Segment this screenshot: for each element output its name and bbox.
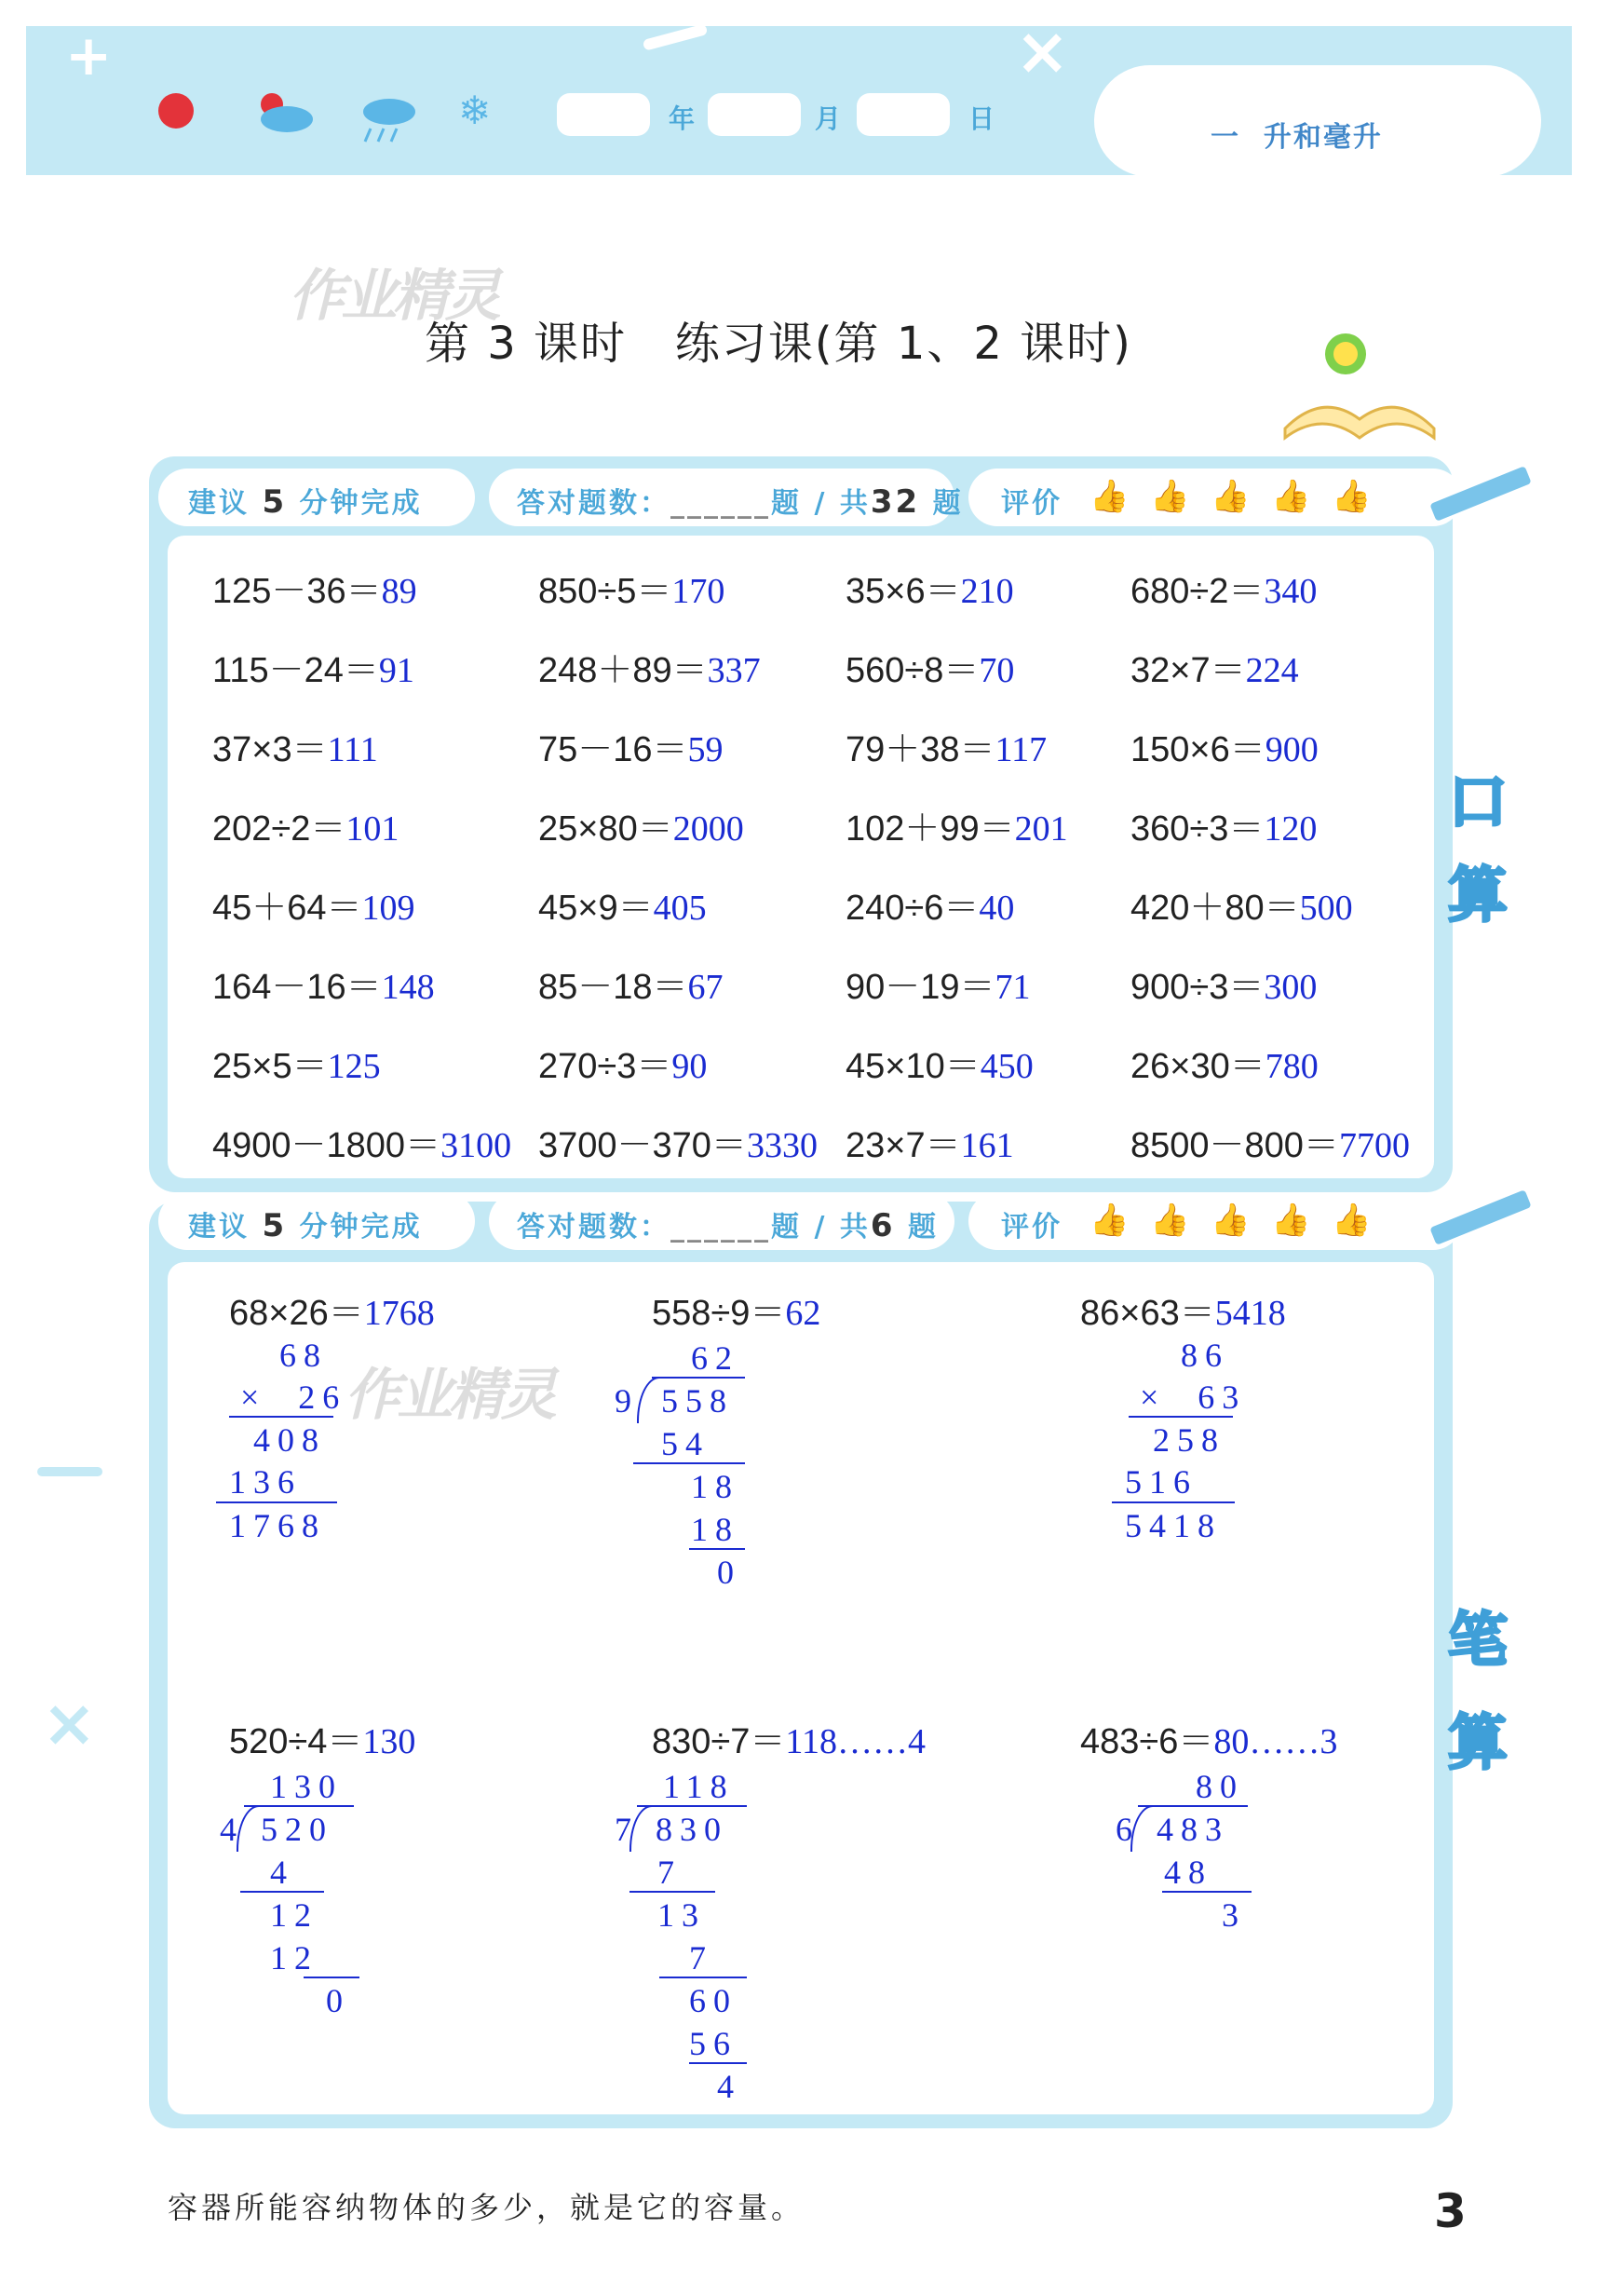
thumb-rating-2-icon[interactable]: 👍 [1150,478,1190,515]
oral-problem [538,799,744,850]
answer: 67 [687,968,724,1007]
answer: 111 [327,730,378,769]
total-count: 6 [870,1207,896,1244]
written-side-label-1: 笔 [1448,1607,1508,1676]
question: 8500－800＝ [1130,1126,1339,1165]
correct-count-field[interactable]: ______ [670,487,771,520]
divisor: 7 [615,1811,639,1848]
cloudy-icon[interactable] [251,89,317,143]
plus-decoration-icon: + [65,23,113,88]
snowy-icon[interactable]: ❄ [458,88,492,133]
work-line: 54 [661,1425,710,1462]
work-line: 258 [1153,1421,1225,1459]
answer: 71 [995,968,1031,1007]
question: 4900－1800＝ [212,1126,441,1165]
work-line: 56 [689,2025,738,2062]
oral-problem [212,720,378,771]
answer: 148 [381,968,435,1007]
oral-problem [846,562,1014,613]
work-line: 60 [689,1982,738,2019]
oral-problem [212,562,417,613]
oral-problem [538,562,724,613]
work-rule [216,1501,337,1503]
answer: 101 [345,809,399,849]
answer: 405 [653,889,707,928]
oral-problem [1130,562,1317,613]
question: 850÷5＝ [538,572,672,611]
answer: 91 [378,651,414,690]
question: 420＋80＝ [1130,889,1300,928]
question: 35×6＝ [846,572,961,611]
oral-problem [846,799,1068,850]
question: 680÷2＝ [1130,572,1265,611]
work-line: 86 [1181,1337,1229,1374]
day-field[interactable] [857,93,950,136]
question: 90－19＝ [846,968,995,1007]
question: 25×5＝ [212,1047,328,1086]
unit-title: 一 升和毫升 [1211,121,1383,154]
total-unit: 题 [907,1211,939,1243]
question: 115－24＝ [212,651,379,690]
answer: 161 [960,1126,1014,1165]
thumb-rating-5-icon[interactable]: 👍 [1332,1202,1372,1239]
times-decoration-icon: × [1015,13,1070,89]
oral-problem [846,878,1014,930]
dividend: 520 [261,1811,333,1848]
month-field[interactable] [708,93,801,136]
oral-problem [538,720,724,771]
question: 270÷3＝ [538,1047,672,1086]
suggest-label: 建议 [188,487,250,520]
work-line: 7 [657,1854,682,1891]
thumb-rating-5-icon[interactable]: 👍 [1332,478,1372,515]
answer: 70 [979,651,1015,690]
answer: 5418 [1214,1294,1286,1333]
total-unit: 题 [932,487,964,520]
answer: 900 [1265,730,1319,769]
thumb-rating-1-icon[interactable]: 👍 [1089,478,1130,515]
total-count: 32 [870,483,921,521]
question: 37×3＝ [212,730,328,769]
oral-side-label-1: 口 [1448,768,1508,837]
correct-label: 答对题数： [517,487,670,520]
work-line: 68 [279,1337,328,1374]
minutes-label: 分钟完成 [299,487,423,520]
question: 3700－370＝ [538,1126,747,1165]
question: 560÷8＝ [846,651,980,690]
day-label: 日 [968,103,995,134]
suggest-minutes: 5 [262,1207,288,1244]
question: 45＋64＝ [212,889,362,928]
oral-problem [212,641,414,692]
correct-count-field[interactable]: ______ [670,1211,771,1243]
oral-header-bar [158,469,1471,526]
footer-note: 容器所能容纳物体的多少，就是它的容量。 [168,2190,805,2225]
book-flower-icon [1276,326,1443,428]
times-decoration-icon: × [42,1685,97,1761]
work-line: 0 [717,1554,741,1591]
written-side-label-2: 算 [1448,1709,1508,1778]
work-line: × 26 [240,1379,347,1416]
answer: 450 [980,1047,1034,1086]
answer: 210 [960,572,1014,611]
answer: 2000 [672,809,744,849]
question: 79＋38＝ [846,730,995,769]
quotient: 130 [270,1768,343,1805]
work-rule [633,1462,745,1464]
oral-problem [212,799,399,850]
quotient: 118 [663,1768,735,1805]
work-rule [689,2062,747,2064]
dividend: 558 [661,1382,734,1420]
work-rule [637,1805,747,1807]
answer: 125 [327,1047,381,1086]
work-line: 18 [691,1468,739,1505]
answer: 59 [687,730,724,769]
work-rule [1129,1416,1233,1418]
oral-problem [538,958,724,1009]
written-header-bar [158,1192,1471,1250]
question: 85－18＝ [538,968,688,1007]
work-line: 48 [1164,1854,1212,1891]
total-label: 题 / 共 [771,1211,871,1243]
work-line: 516 [1125,1463,1198,1501]
minus-decoration-icon [37,1467,102,1476]
correct-label: 答对题数： [517,1211,670,1243]
thumb-rating-2-icon[interactable]: 👍 [1150,1202,1190,1239]
dividend: 483 [1157,1811,1229,1848]
answer: 1768 [363,1294,435,1333]
oral-problem [212,1116,511,1167]
thumb-rating-1-icon[interactable]: 👍 [1089,1202,1130,1239]
oral-problem [846,1037,1034,1088]
oral-side-label-2: 算 [1448,862,1508,931]
answer: 224 [1245,651,1299,690]
work-rule [304,1977,359,1978]
written-problem-5: 830÷7＝118……4 [652,1722,926,1761]
answer: 7700 [1338,1126,1410,1165]
work-line: 4 [717,2068,741,2105]
watermark: 作业精灵 [289,264,497,329]
oral-problem [538,878,707,930]
thumb-rating-3-icon[interactable]: 👍 [1211,478,1251,515]
work-line: 3 [1222,1896,1246,1934]
evaluate-label: 评价 [1001,487,1062,520]
oral-problem [212,1037,381,1088]
answer: 3330 [746,1126,818,1165]
month-label: 月 [815,103,842,134]
answer: 118……4 [785,1722,926,1761]
suggest-minutes: 5 [262,483,288,521]
thumb-rating-4-icon[interactable]: 👍 [1271,1202,1311,1239]
answer: 337 [707,651,761,690]
total-label: 题 / 共 [771,487,871,520]
year-label: 年 [669,103,696,134]
oral-problem [846,641,1014,692]
work-line: 408 [253,1421,326,1459]
work-line: 5418 [1125,1507,1222,1544]
quotient: 80 [1196,1768,1244,1805]
answer: 40 [979,889,1015,928]
question: 150×6＝ [1130,730,1265,769]
oral-problem [1130,958,1317,1009]
oral-problem [846,720,1047,771]
written-problem-1: 68×26＝1768 [229,1294,435,1333]
written-problem-4: 520÷4＝130 [229,1722,416,1761]
work-line: 7 [689,1939,713,1977]
oral-problem [538,1037,707,1088]
oral-problem [1130,1116,1410,1167]
written-problem-3: 86×63＝5418 [1080,1294,1286,1333]
dividend: 830 [656,1811,728,1848]
page-number: 3 [1434,2184,1467,2238]
question: 102＋99＝ [846,809,1015,849]
question: 45×10＝ [846,1047,981,1086]
oral-problem [1130,799,1317,850]
watermark: 作业精灵 [345,1363,553,1428]
work-line: 0 [326,1982,350,2019]
thumb-rating-4-icon[interactable]: 👍 [1271,478,1311,515]
divisor: 6 [1116,1811,1140,1848]
question: 32×7＝ [1130,651,1246,690]
answer: 117 [995,730,1048,769]
divisor: 9 [615,1382,639,1420]
answer: 80……3 [1213,1722,1338,1761]
sunny-icon[interactable] [158,93,194,129]
oral-problem [846,1116,1014,1167]
work-rule [629,1891,715,1893]
question: 25×80＝ [538,809,673,849]
answer: 120 [1264,809,1318,849]
question: 26×30＝ [1130,1047,1265,1086]
question: 360÷3＝ [1130,809,1265,849]
thumb-rating-3-icon[interactable]: 👍 [1211,1202,1251,1239]
work-line: 1768 [229,1507,326,1544]
answer: 130 [362,1722,416,1761]
suggest-label: 建议 [188,1211,250,1243]
answer: 201 [1014,809,1068,849]
work-rule [244,1805,354,1807]
oral-problem [1130,1037,1319,1088]
answer: 780 [1265,1047,1319,1086]
answer: 62 [785,1294,821,1333]
work-rule [689,1548,745,1550]
work-line: 12 [270,1939,318,1977]
oral-problem [1130,641,1299,692]
question: 75－16＝ [538,730,688,769]
work-rule [1162,1891,1252,1893]
question: 240÷6＝ [846,889,980,928]
quotient: 62 [691,1339,739,1377]
minutes-label: 分钟完成 [299,1211,423,1243]
answer: 90 [671,1047,708,1086]
question: 45×9＝ [538,889,654,928]
answer: 89 [381,572,417,611]
written-problem-2: 558÷9＝62 [652,1294,821,1333]
rainy-icon[interactable] [354,93,419,156]
evaluate-label: 评价 [1001,1211,1062,1243]
question: 248＋89＝ [538,651,708,690]
work-line: × 63 [1140,1379,1247,1416]
divisor: 4 [220,1811,244,1848]
answer: 300 [1264,968,1318,1007]
work-rule [1112,1501,1235,1503]
work-rule [659,1977,747,1978]
question: 164－16＝ [212,968,382,1007]
oral-problem [1130,720,1319,771]
work-rule [652,1377,745,1379]
work-line: 136 [229,1463,302,1501]
oral-problem [846,958,1031,1009]
question: 125－36＝ [212,572,382,611]
answer: 500 [1299,889,1353,928]
work-line: 12 [270,1896,318,1934]
lesson-title: 第 3 课时 练习课(第 1、2 课时) [425,318,1132,370]
work-rule [1138,1805,1248,1807]
answer: 109 [361,889,415,928]
work-line: 4 [270,1854,294,1891]
oral-problem [212,958,435,1009]
work-rule [240,1891,324,1893]
year-field[interactable] [557,93,650,136]
answer: 170 [671,572,725,611]
answer: 340 [1264,572,1318,611]
question: 900÷3＝ [1130,968,1265,1007]
question: 23×7＝ [846,1126,961,1165]
oral-problem [538,641,761,692]
work-line: 13 [657,1896,706,1934]
oral-problem [538,1116,818,1167]
answer: 3100 [440,1126,512,1165]
work-line: 18 [691,1511,739,1548]
oral-problem [1130,878,1353,930]
question: 202÷2＝ [212,809,346,849]
work-rule [229,1416,333,1418]
written-problem-6: 483÷6＝80……3 [1080,1722,1338,1761]
oral-problem [212,878,415,930]
